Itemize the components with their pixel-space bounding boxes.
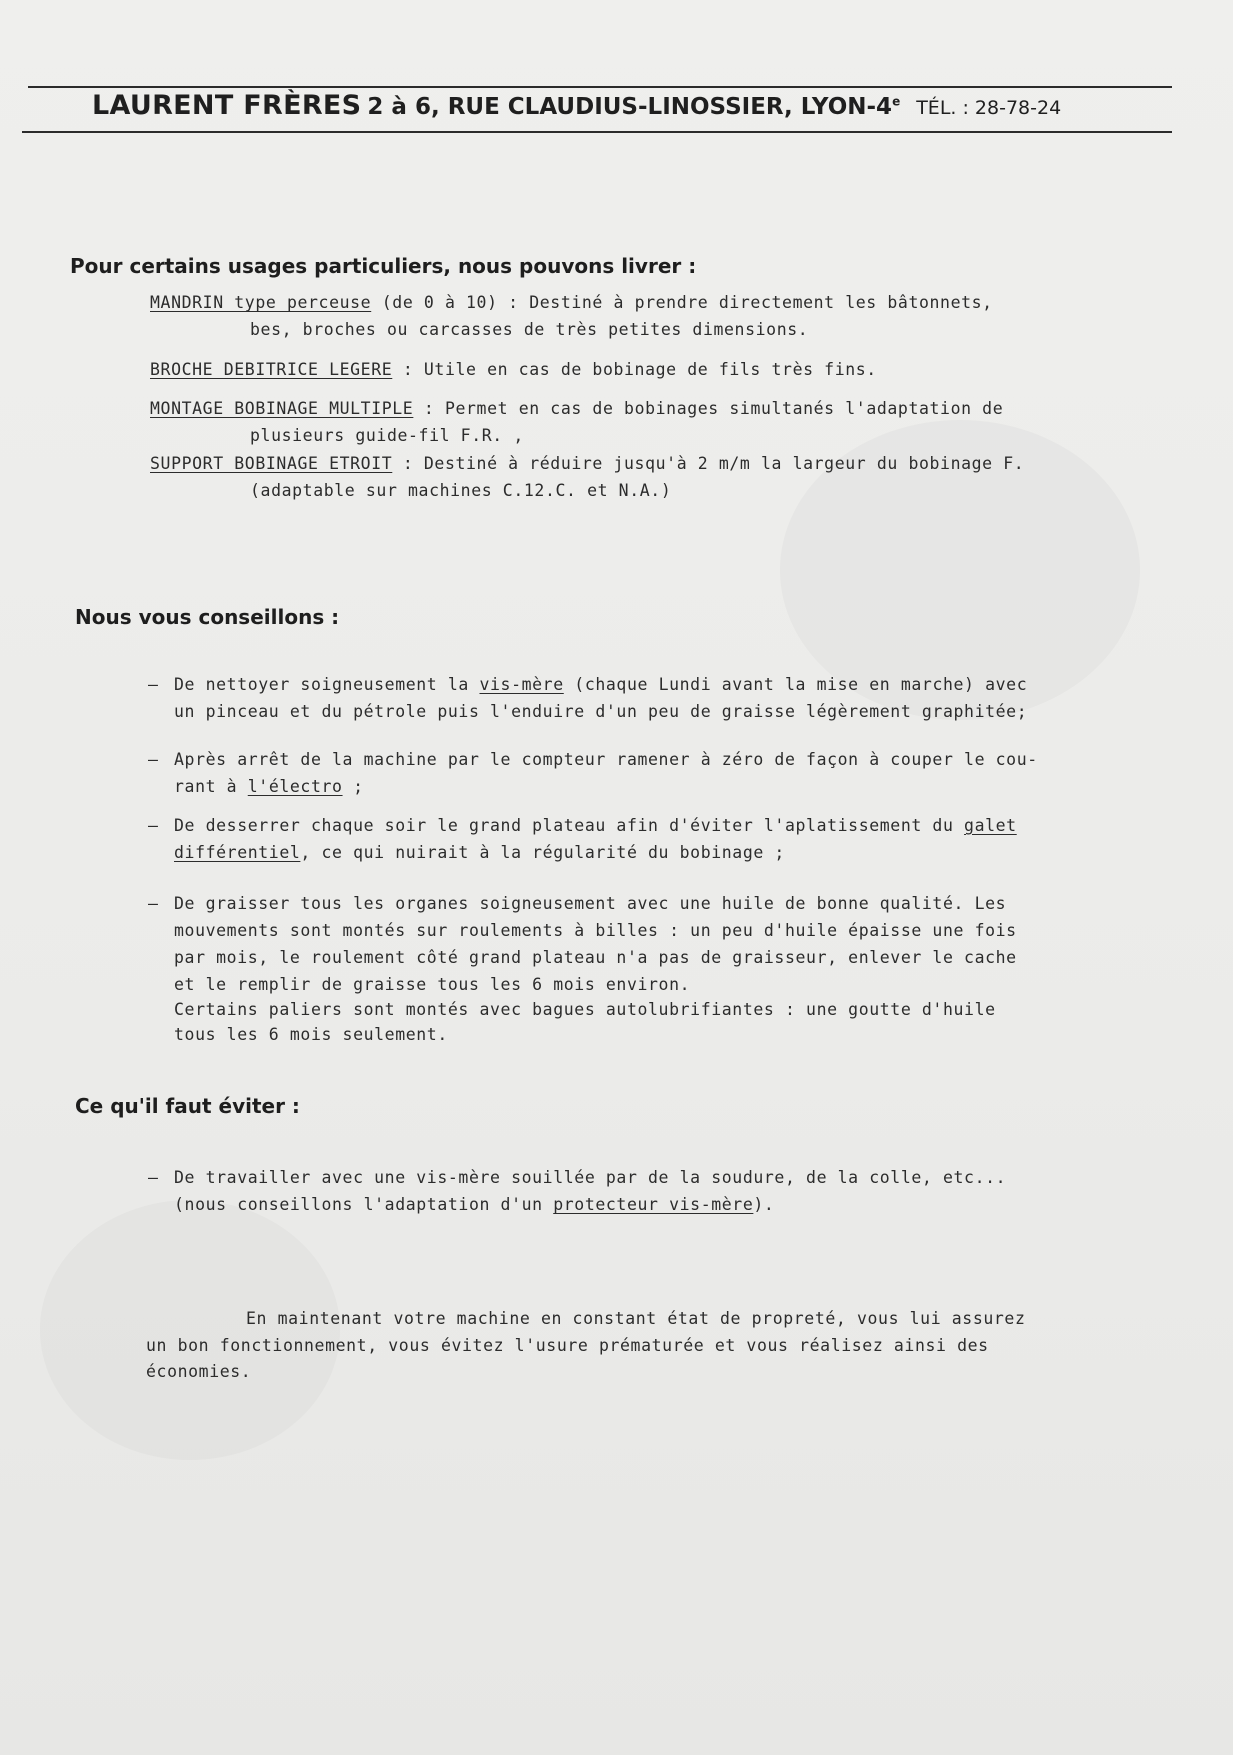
item-text: : Destiné à réduire jusqu'à 2 m/m la largeur du bobinage F. <box>392 454 1025 473</box>
address-superscript: e <box>892 94 901 109</box>
address-text: 2 à 6, RUE CLAUDIUS-LINOSSIER, LYON-4 <box>367 94 893 120</box>
letterhead-bottom-rule <box>22 131 1172 133</box>
item-term: SUPPORT BOBINAGE ETROIT <box>150 454 393 473</box>
advice-item-4-line3: par mois, le roulement côté grand plateau n'a pas de graisseur, enlever le cache <box>174 948 1017 967</box>
item-term: BROCHE DEBITRICE LEGERE <box>150 360 393 379</box>
advice-underlined: vis-mère <box>479 675 564 694</box>
advice-item-4-line4: et le remplir de graisse tous les 6 mois environ. <box>174 975 691 994</box>
advice-text: ; <box>342 777 364 796</box>
item-support-bobinage <box>150 454 1024 473</box>
advice-text: rant à <box>174 777 248 796</box>
avoid-underlined: protecteur vis-mère <box>553 1195 754 1214</box>
closing-line-2: un bon fonctionnement, vous évitez l'usure prématurée et vous réalisez ainsi des <box>146 1336 989 1355</box>
letterhead <box>92 90 1172 121</box>
advice-item-3-continued <box>174 843 785 862</box>
company-telephone: TÉL. : 28-78-24 <box>916 97 1062 119</box>
advice-item-4-line6: tous les 6 mois seulement. <box>174 1025 448 1044</box>
advice-text: De nettoyer soigneusement la <box>174 675 480 694</box>
item-text: : Utile en cas de bobinage de fils très fins. <box>392 360 877 379</box>
avoid-text: De travailler avec une vis-mère souillée par de la soudure, de la colle, etc... <box>174 1168 1007 1187</box>
item-montage-bobinage <box>150 399 1003 418</box>
advice-text: De desserrer chaque soir le grand plateau afin d'éviter l'aplatissement du <box>174 816 965 835</box>
advice-item-2-continued <box>174 777 364 796</box>
item-broche-debitrice <box>150 360 877 379</box>
avoid-text: ). <box>753 1195 775 1214</box>
item-term: MONTAGE BOBINAGE MULTIPLE <box>150 399 414 418</box>
closing-line-1: En maintenant votre machine en constant état de propreté, vous lui assurez <box>246 1309 1026 1328</box>
advice-item-2: – Après arrêt de la machine par le compteur ramener à zéro de façon à couper le cou- <box>148 750 1038 769</box>
advice-item-1-continued: un pinceau et du pétrole puis l'enduire d'un peu de graisse légèrement graphitée; <box>174 702 1028 721</box>
section-heading-usages: Pour certains usages particuliers, nous pouvons livrer : <box>70 254 697 278</box>
letterhead-top-rule <box>28 86 1172 88</box>
item-support-continued: (adaptable sur machines C.12.C. et N.A.) <box>250 481 672 500</box>
avoid-item: – De travailler avec une vis-mère souillée par de la soudure, de la colle, etc... <box>148 1168 1007 1187</box>
advice-item-1: – De nettoyer soigneusement la vis-mère (chaque Lundi avant la mise en marche) avec <box>148 675 1028 694</box>
section-heading-conseils: Nous vous conseillons : <box>75 605 340 629</box>
paper-stain <box>40 1200 340 1460</box>
advice-item-4-line2: mouvements sont montés sur roulements à billes : un peu d'huile épaisse une fois <box>174 921 1017 940</box>
item-mandrin-continued: bes, broches ou carcasses de très petites dimensions. <box>250 320 809 339</box>
advice-underlined: galet <box>964 816 1017 835</box>
advice-item-4-line5: Certains paliers sont montés avec bagues autolubrifiantes : une goutte d'huile <box>174 1000 996 1019</box>
company-address <box>367 94 900 120</box>
closing-line-3: économies. <box>146 1362 252 1381</box>
avoid-text: (nous conseillons l'adaptation d'un <box>174 1195 554 1214</box>
avoid-item-continued <box>174 1195 774 1214</box>
advice-underlined: différentiel <box>174 843 301 862</box>
advice-text: De graisser tous les organes soigneusement avec une huile de bonne qualité. Les <box>174 894 1007 913</box>
advice-underlined: l'électro <box>247 777 343 796</box>
item-text: : Permet en cas de bobinages simultanés l'adaptation de <box>413 399 1004 418</box>
item-mandrin <box>150 293 993 312</box>
advice-item-3: – De desserrer chaque soir le grand plateau afin d'éviter l'aplatissement du galet <box>148 816 1017 835</box>
advice-text: Après arrêt de la machine par le compteur ramener à zéro de façon à couper le cou- <box>174 750 1038 769</box>
advice-text: (chaque Lundi avant la mise en marche) avec <box>563 675 1028 694</box>
advice-text: , ce qui nuirait à la régularité du bobinage ; <box>300 843 785 862</box>
company-name: LAURENT FRÈRES <box>92 90 362 121</box>
item-term: MANDRIN type perceuse <box>150 293 372 312</box>
item-text: (de 0 à 10) : Destiné à prendre directement les bâtonnets, <box>371 293 993 312</box>
section-heading-eviter: Ce qu'il faut éviter : <box>75 1094 300 1118</box>
item-montage-continued: plusieurs guide-fil F.R. , <box>250 426 524 445</box>
advice-item-4: – De graisser tous les organes soigneusement avec une huile de bonne qualité. Les <box>148 894 1007 913</box>
